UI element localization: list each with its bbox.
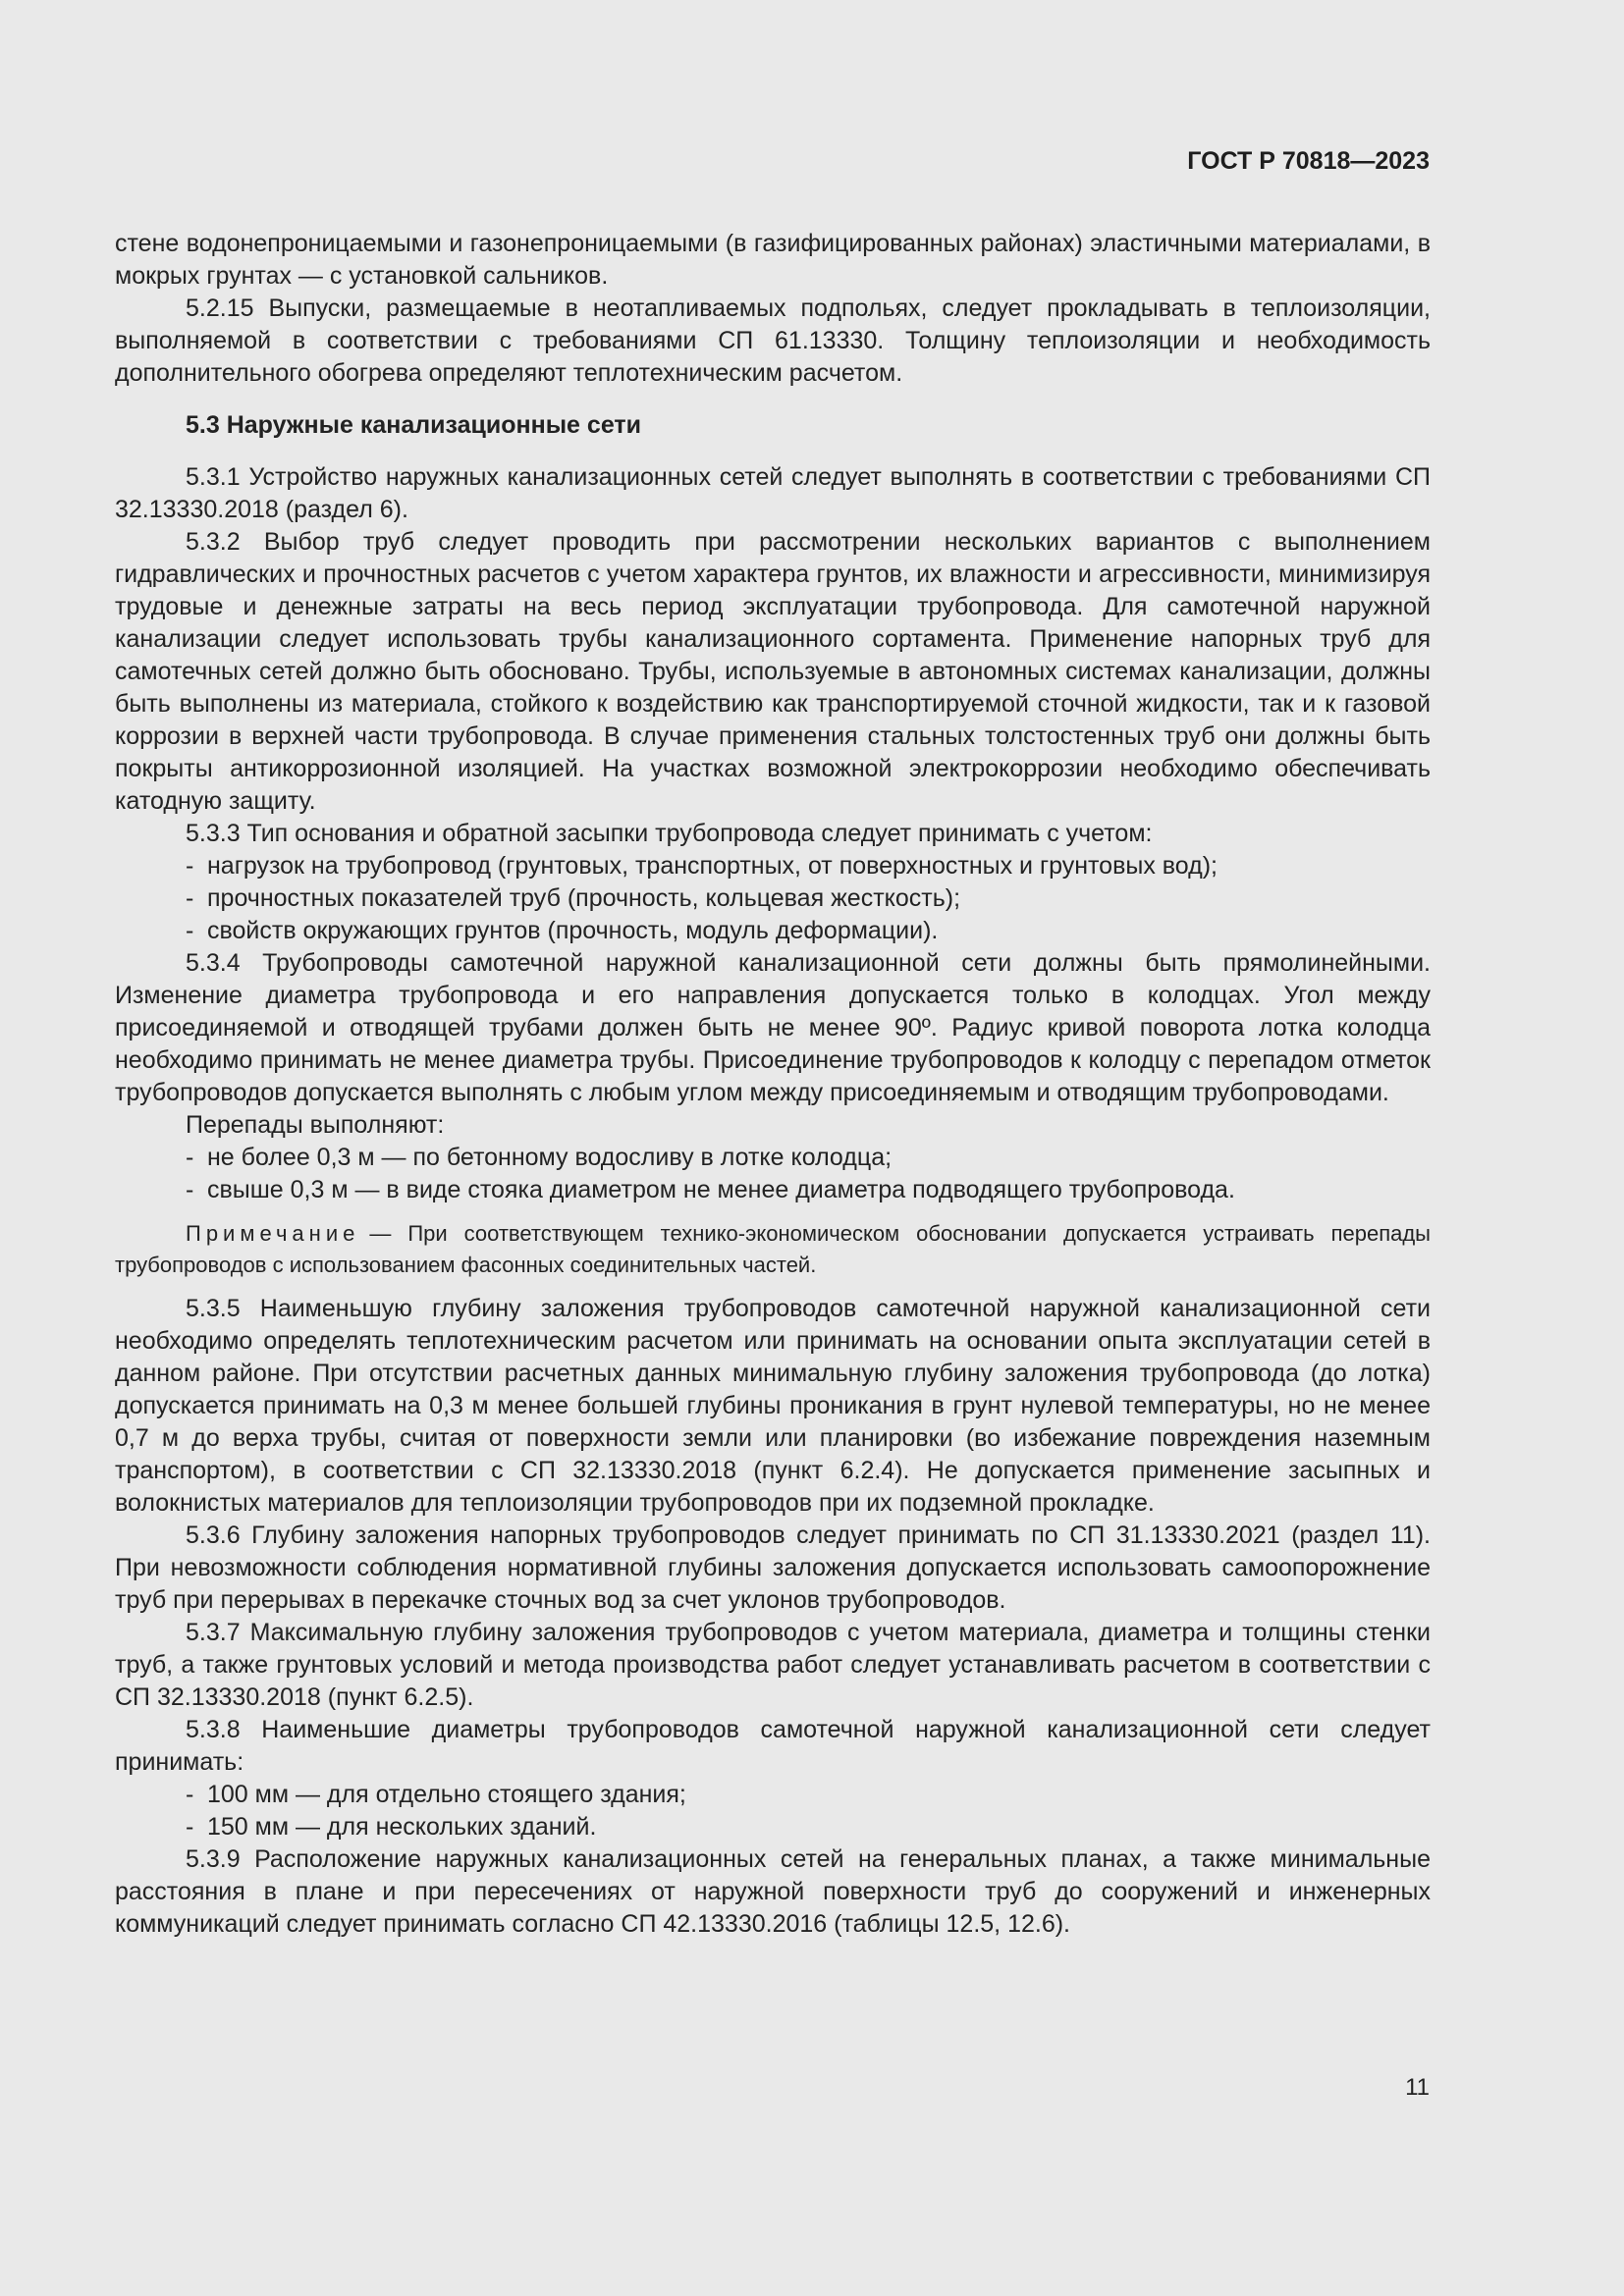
paragraph-5-3-6: 5.3.6 Глубину заложения напорных трубопроводов следует принимать по СП 31.13330.2021 (раздел 11). При невозможности соблюдения нормативной глубины заложения допускается использовать самоопорожнение труб при перерывах в перекачке сточных вод за счет уклонов трубопроводов. bbox=[115, 1522, 1431, 1614]
list-item: - свыше 0,3 м — в виде стояка диаметром не менее диаметра подводящего трубопровода. bbox=[186, 1176, 1235, 1203]
paragraph-5-3-7: 5.3.7 Максимальную глубину заложения трубопроводов с учетом материала, диаметра и толщины стенки труб, а также грунтовых условий и метода производства работ следует устанавливать расчетом в соответствии с СП 32.13330.2018 (пункт 6.2.5). bbox=[115, 1619, 1431, 1711]
list-item: - свойств окружающих грунтов (прочность, модуль деформации). bbox=[186, 917, 939, 944]
paragraph-continuation: стене водонепроницаемыми и газонепроницаемыми (в газифицированных районах) эластичными материалами, в мокрых грунтах — с установкой сальников. bbox=[115, 230, 1431, 290]
document-header: ГОСТ Р 70818—2023 bbox=[1187, 147, 1430, 175]
list-item: - нагрузок на трубопровод (грунтовых, транспортных, от поверхностных и грунтовых вод); bbox=[186, 852, 1218, 880]
list-item: - прочностных показателей труб (прочность, кольцевая жесткость); bbox=[186, 884, 961, 912]
paragraph-5-3-5: 5.3.5 Наименьшую глубину заложения трубопроводов самотечной наружной канализационной сети необходимо определять теплотехническим расчетом или принимать на основании опыта эксплуатации сетей в данном районе. При отсутствии расчетных данных минимальную глубину заложения трубопровода (до лотка) допускается принимать на 0,3 м менее большей глубины проникания в грунт нулевой температуры, но не менее 0,7 м до верха трубы, считая от поверхности земли или планировки (во избежание повреждения наземным транспортом), в соответствии с СП 32.13330.2018 (пункт 6.2.4). Не допускается применение засыпных и волокнистых материалов для теплоизоляции трубопроводов при их подземной прокладке. bbox=[115, 1295, 1431, 1517]
note-label: Примечание bbox=[186, 1221, 360, 1246]
paragraph-drops-intro: Перепады выполняют: bbox=[186, 1111, 445, 1139]
paragraph-5-3-2: 5.3.2 Выбор труб следует проводить при рассмотрении нескольких вариантов с выполнением гидравлических и прочностных расчетов с учетом характера грунтов, их влажности и агрессивности, минимизируя трудовые и денежные затраты на весь период эксплуатации трубопровода. Для самотечной наружной канализации следует использовать трубы канализационного сортамента. Применение напорных труб для самотечных сетей должно быть обосновано. Трубы, используемые в автономных системах канализации, должны быть выполнены из материала, стойкого к воздействию как транспортируемой сточной жидкости, так и к газовой коррозии в верхней части трубопровода. В случае применения стальных толстостенных труб они должны быть покрыты антикоррозионной изоляцией. На участках возможной электрокоррозии необходимо обеспечивать катодную защиту. bbox=[115, 528, 1431, 815]
paragraph-5-2-15: 5.2.15 Выпуски, размещаемые в неотапливаемых подпольях, следует прокладывать в теплоизоляции, выполняемой в соответствии с требованиями СП 61.13330. Толщину теплоизоляции и необходимость дополнительного обогрева определяют теплотехническим расчетом. bbox=[115, 294, 1431, 387]
paragraph-5-3-4: 5.3.4 Трубопроводы самотечной наружной канализационной сети должны быть прямолинейными. Изменение диаметра трубопровода и его направления допускается только в колодцах. Угол между присоединяемой и отводящей трубами должен быть не менее 90º. Радиус кривой поворота лотка колодца необходимо принимать не менее диаметра трубы. Присоединение трубопроводов к колодцу с перепадом отметок трубопроводов допускается выполнять с любым углом между присоединяемым и отводящим трубопроводами. bbox=[115, 949, 1431, 1106]
document-body bbox=[115, 228, 1431, 1941]
list-item: - 100 мм — для отдельно стоящего здания; bbox=[186, 1781, 686, 1808]
list-item: - 150 мм — для нескольких зданий. bbox=[186, 1813, 597, 1841]
note bbox=[115, 1218, 1431, 1281]
note-text: — При соответствующем технико-экономическом обосновании допускается устраивать перепады трубопроводов с использованием фасонных соединительных частей. bbox=[115, 1221, 1431, 1277]
paragraph-5-3-3: 5.3.3 Тип основания и обратной засыпки трубопровода следует принимать с учетом: bbox=[186, 820, 1153, 847]
paragraph-5-3-9: 5.3.9 Расположение наружных канализационных сетей на генеральных планах, а также минимальные расстояния в плане и при пересечениях от наружной поверхности труб до сооружений и инженерных коммуникаций следует принимать согласно СП 42.13330.2016 (таблицы 12.5, 12.6). bbox=[115, 1845, 1431, 1938]
list-item: - не более 0,3 м — по бетонному водосливу в лотке колодца; bbox=[186, 1144, 893, 1171]
paragraph-5-3-1: 5.3.1 Устройство наружных канализационных сетей следует выполнять в соответствии с требованиями СП 32.13330.2018 (раздел 6). bbox=[115, 463, 1431, 523]
page-number: 11 bbox=[1405, 2074, 1430, 2101]
section-heading: 5.3 Наружные канализационные сети bbox=[186, 411, 642, 439]
paragraph-5-3-8: 5.3.8 Наименьшие диаметры трубопроводов самотечной наружной канализационной сети следует принимать: bbox=[115, 1716, 1431, 1776]
